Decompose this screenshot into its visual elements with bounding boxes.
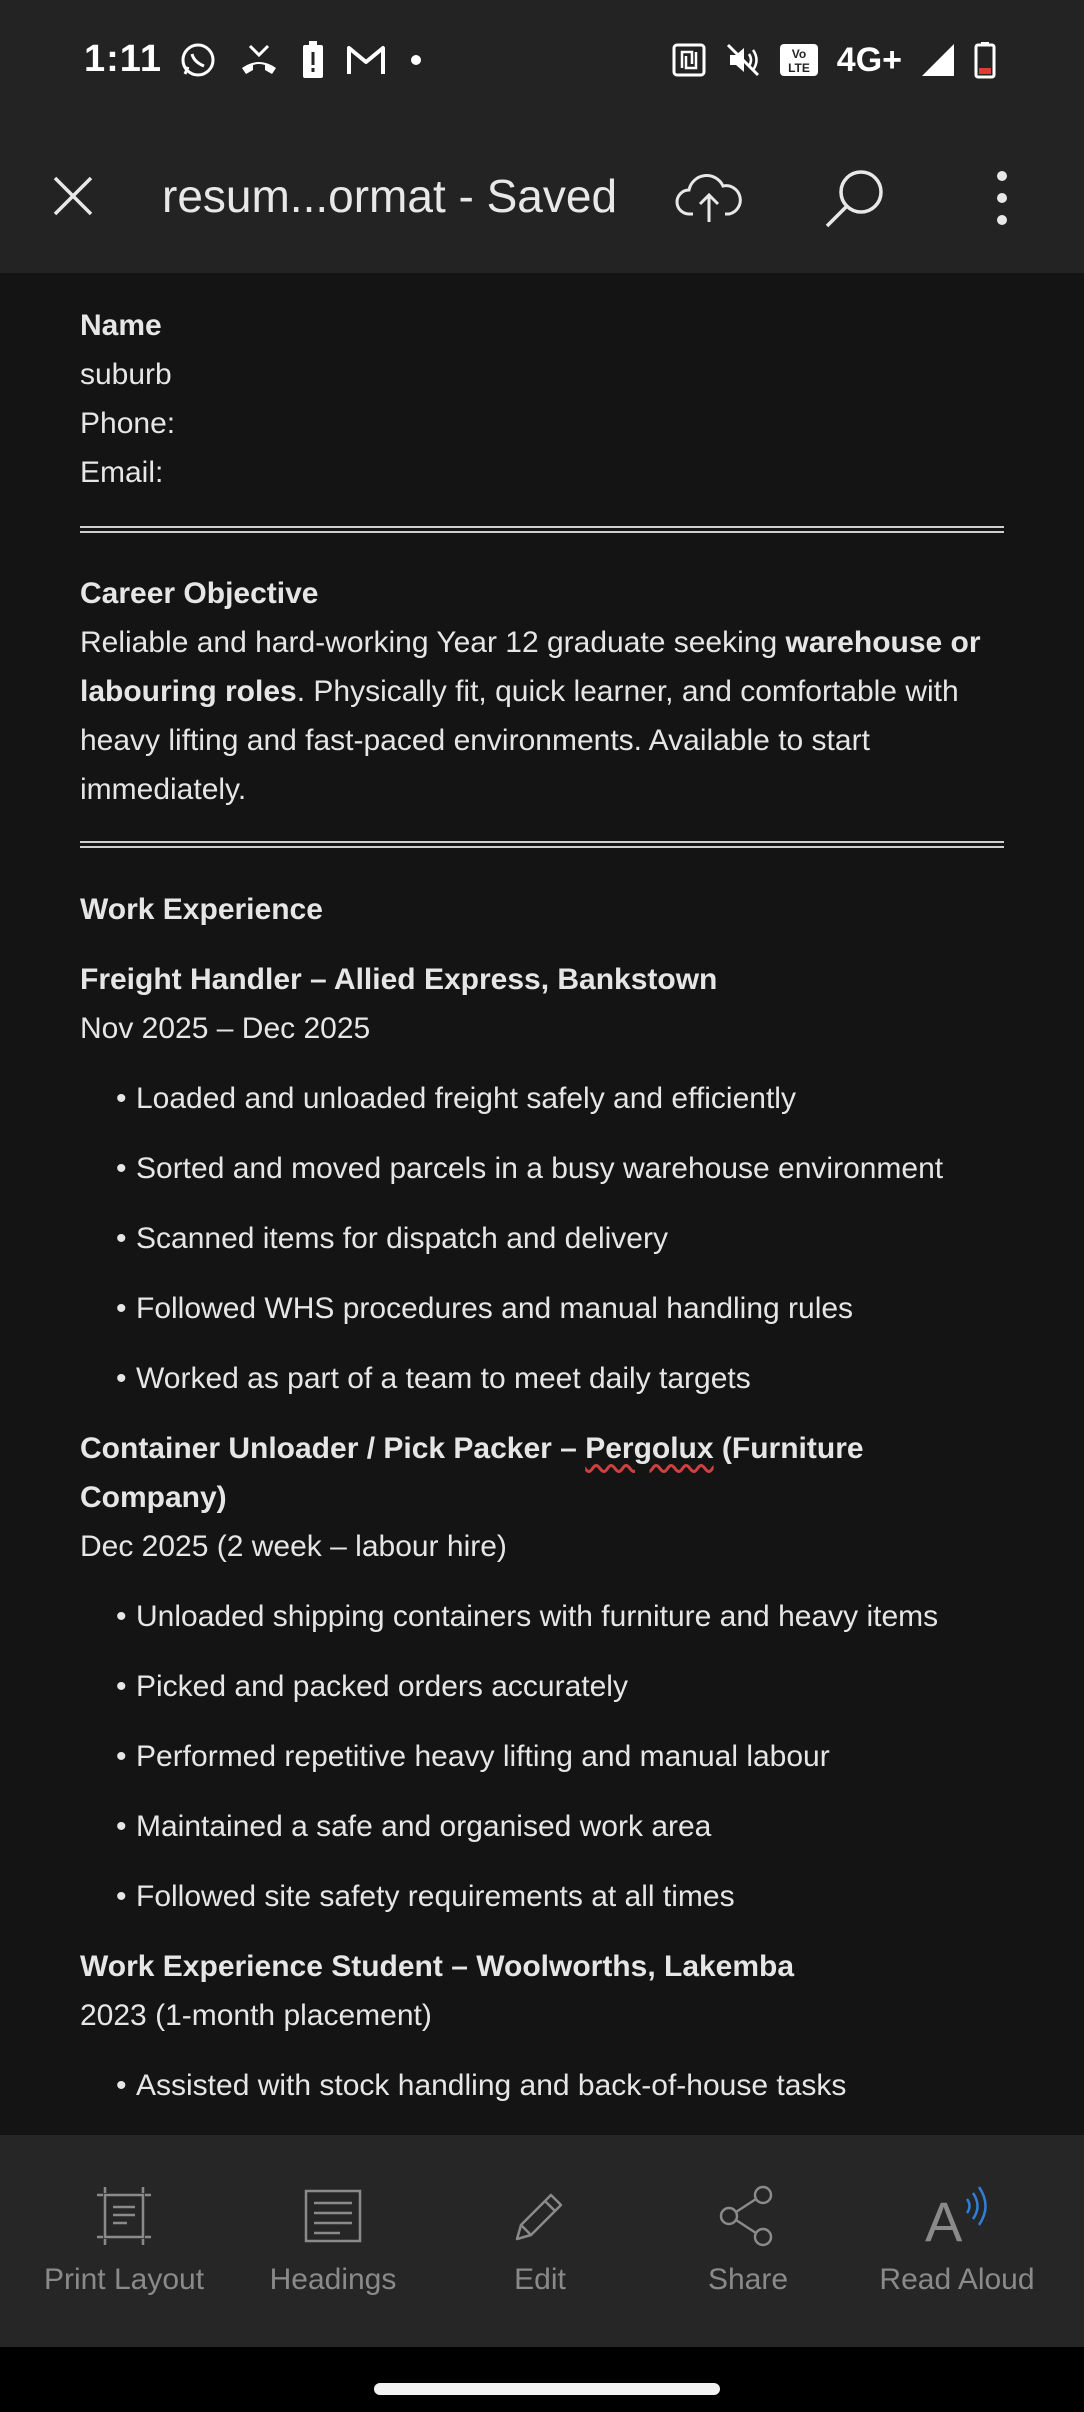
- phone-text: Phone:: [80, 407, 176, 440]
- suburb-text: suburb: [80, 358, 172, 391]
- edit-button[interactable]: [440, 2183, 640, 2323]
- more-vertical-icon: [992, 168, 1012, 228]
- share-icon: [648, 2183, 848, 2249]
- divider: [80, 841, 1004, 848]
- dot-icon: [406, 40, 426, 80]
- job-dates: 2023 (1-month placement): [80, 1999, 432, 2032]
- list-item: • Followed site safety requirements at all times: [80, 1872, 1004, 1921]
- print-layout-icon: [24, 2183, 224, 2249]
- job-title: Container Unloader / Pick Packer – Pergolux (Furniture Company): [80, 1432, 864, 1514]
- signal-icon: [920, 40, 956, 80]
- objective-text: Reliable and hard-working Year 12 graduate seeking warehouse or labouring roles. Physically fit, quick learner, and comfortable with heavy lifting and fast-paced environments. Available to start immediately.: [80, 626, 981, 806]
- status-time: 1:11: [84, 38, 162, 80]
- search-icon: [823, 166, 887, 230]
- share-button[interactable]: [648, 2183, 848, 2323]
- list-item: • Worked as part of a team to meet daily targets: [80, 1354, 1004, 1403]
- network-type: 4G+: [836, 40, 902, 79]
- list-item: • Picked and packed orders accurately: [80, 1662, 1004, 1711]
- print-layout-label: Print Layout: [43, 2263, 205, 2296]
- svg-text:LTE: LTE: [787, 61, 810, 75]
- nfc-icon: [671, 40, 707, 80]
- list-item: • Unloaded shipping containers with furniture and heavy items: [80, 1592, 1004, 1641]
- home-gesture-handle[interactable]: [374, 2383, 720, 2395]
- whatsapp-icon: [178, 40, 218, 80]
- document-body[interactable]: [0, 273, 1084, 2135]
- notification-icons: [178, 40, 426, 80]
- cloud-save-button[interactable]: [674, 163, 744, 233]
- job-dates: Nov 2025 – Dec 2025: [80, 1012, 371, 1045]
- job-title: Freight Handler – Allied Express, Bankstown: [80, 963, 718, 996]
- headings-button[interactable]: [233, 2183, 433, 2323]
- close-button[interactable]: [42, 165, 104, 227]
- objective-section: [80, 569, 1004, 814]
- work-heading: Work Experience: [80, 893, 323, 926]
- list-item: • Loaded and unloaded freight safely and efficiently: [80, 1074, 1004, 1123]
- app-bar: [0, 125, 1084, 273]
- search-button[interactable]: [820, 163, 890, 233]
- list-item: • Sorted and moved parcels in a busy warehouse environment: [80, 1144, 1004, 1193]
- volte-icon: [779, 40, 819, 80]
- bottom-toolbar: [0, 2135, 1084, 2347]
- list-item: • Followed WHS procedures and manual handling rules: [80, 1284, 1004, 1333]
- headings-label: Headings: [269, 2263, 397, 2296]
- job-dates: Dec 2025 (2 week – labour hire): [80, 1530, 507, 1563]
- cloud-upload-icon: [675, 170, 743, 226]
- divider: [80, 526, 1004, 533]
- read-aloud-button[interactable]: [857, 2183, 1057, 2323]
- mute-icon: [725, 40, 761, 80]
- read-aloud-icon: [857, 2183, 1057, 2249]
- status-bar: [0, 0, 1084, 125]
- list-item: • Maintained a safe and organised work area: [80, 1802, 1004, 1851]
- contact-section: [80, 301, 1004, 497]
- objective-heading: Career Objective: [80, 577, 319, 610]
- read-aloud-label: Read Aloud: [879, 2263, 1035, 2296]
- svg-text:Vo: Vo: [791, 47, 807, 61]
- print-layout-button[interactable]: [24, 2183, 224, 2323]
- list-item: • Performed repetitive heavy lifting and manual labour: [80, 1732, 1004, 1781]
- share-label: Share: [707, 2263, 789, 2296]
- job-title: Work Experience Student – Woolworths, Lakemba: [80, 1950, 795, 1983]
- document-title[interactable]: resum...ormat - Saved: [162, 170, 618, 222]
- system-nav-bar: [0, 2347, 1084, 2412]
- spelling-error: Pergolux: [585, 1432, 714, 1465]
- more-options-button[interactable]: [967, 163, 1037, 233]
- system-icons: [671, 40, 996, 80]
- pencil-icon: [440, 2183, 640, 2249]
- battery-alert-icon: [300, 40, 326, 80]
- list-item: • Scanned items for dispatch and delivery: [80, 1214, 1004, 1263]
- svg-text:A: A: [925, 2190, 963, 2249]
- close-icon: [51, 174, 95, 218]
- headings-icon: [233, 2183, 433, 2249]
- edit-label: Edit: [514, 2263, 566, 2296]
- missed-call-icon: [238, 40, 280, 80]
- email-text: Email:: [80, 456, 164, 489]
- battery-icon: [974, 40, 996, 80]
- name-label: Name: [80, 309, 162, 342]
- work-section: [80, 885, 1004, 2110]
- list-item: • Assisted with stock handling and back-of-house tasks: [80, 2061, 1004, 2110]
- gmail-icon: [346, 40, 386, 80]
